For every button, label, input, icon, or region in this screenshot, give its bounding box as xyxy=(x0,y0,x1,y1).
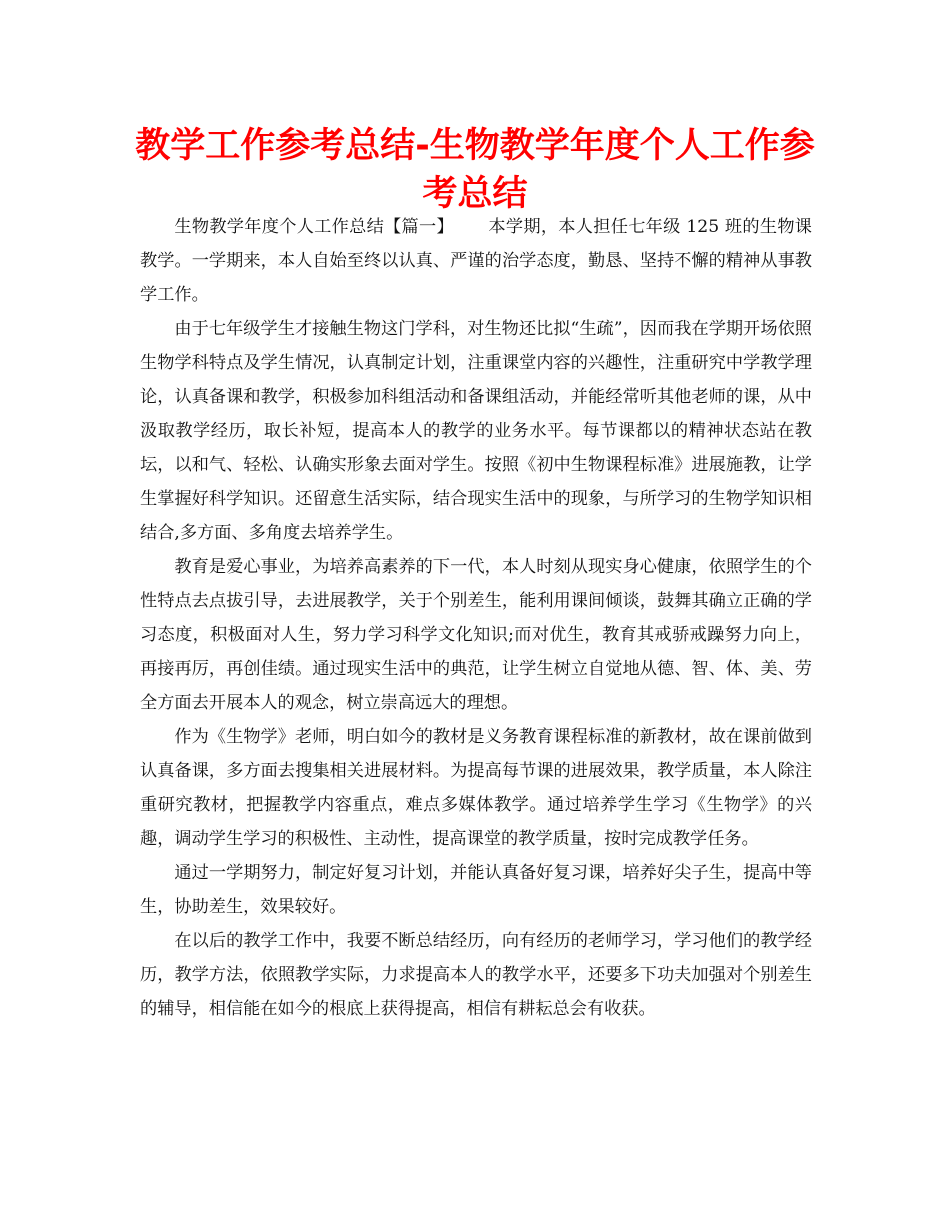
paragraph-1: 生物教学年度个人工作总结【篇一】 本学期，本人担任七年级 125 班的生物课教学。一学期来，本人自始至终以认真、严谨的治学态度，勤恳、坚持不懈的精神从事教学工作。 xyxy=(140,217,812,305)
paragraph-6: 在以后的教学工作中，我要不断总结经历，向有经历的老师学习，学习他们的教学经历，教学方法，依照教学实际，力求提高本人的教学水平，还要多下功夫加强对个别差生的辅导，相信能在如今的根底上获得提高，相信有耕耘总会有收获。 xyxy=(140,931,812,1019)
document-body xyxy=(140,210,812,1026)
paragraph-4: 作为《生物学》老师，明白如今的教材是义务教育课程标准的新教材，故在课前做到认真备课，多方面去搜集相关进展材料。为提高每节课的进展效果，教学质量，本人除注重研究教材，把握教学内容重点，难点多媒体教学。通过培养学生学习《生物学》的兴趣，调动学生学习的积极性、主动性，提高课堂的教学质量，按时完成教学任务。 xyxy=(140,727,812,849)
paragraph-2: 由于七年级学生才接触生物这门学科，对生物还比拟“生疏”，因而我在学期开场依照生物学科特点及学生情况，认真制定计划，注重课堂内容的兴趣性，注重研究中学教学理论，认真备课和教学，积极参加科组活动和备课组活动，并能经常听其他老师的课，从中汲取教学经历，取长补短，提高本人的教学的业务水平。每节课都以的精神状态站在教坛，以和气、轻松、认确实形象去面对学生。按照《初中生物课程标准》进展施教，让学生掌握好科学知识。还留意生活实际，结合现实生活中的现象，与所学习的生物学知识相结合,多方面、多角度去培养学生。 xyxy=(140,319,812,543)
paragraph-5: 通过一学期努力，制定好复习计划，并能认真备好复习课，培养好尖子生，提高中等生，协助差生，效果较好。 xyxy=(140,863,812,917)
paragraph-3: 教育是爱心事业，为培养高素养的下一代，本人时刻从现实身心健康，依照学生的个性特点去点拔引导，去进展教学，关于个别差生，能利用课间倾谈，鼓舞其确立正确的学习态度，积极面对人生，努力学习科学文化知识;而对优生，教育其戒骄戒躁努力向上，再接再厉，再创佳绩。通过现实生活中的典范，让学生树立自觉地从德、智、体、美、劳全方面去开展本人的观念，树立崇高远大的理想。 xyxy=(140,557,812,713)
document-title: 教学工作参考总结-生物教学年度个人工作参考总结 xyxy=(135,126,815,214)
